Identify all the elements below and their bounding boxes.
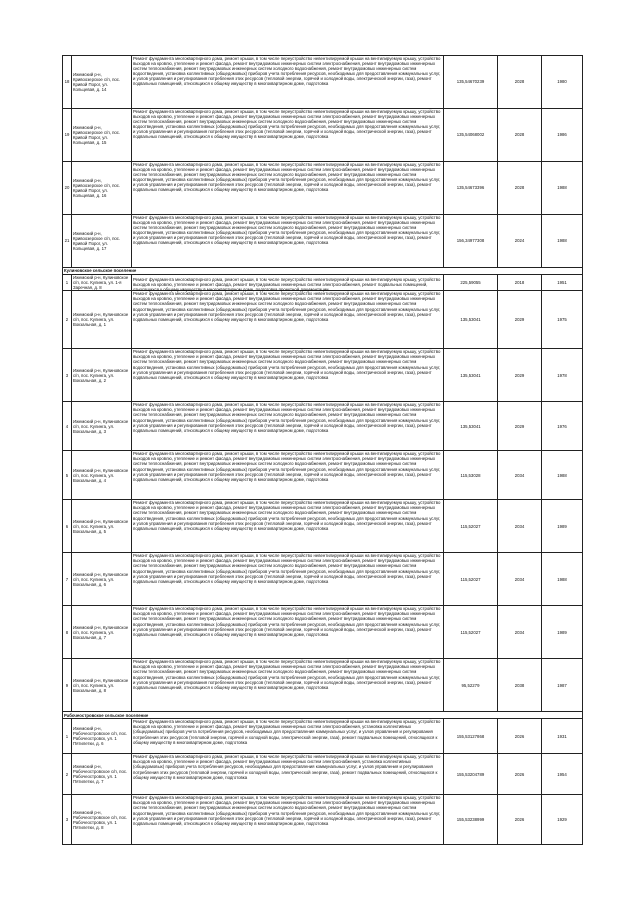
row-number: 9 bbox=[63, 659, 72, 712]
table-row bbox=[63, 275, 583, 291]
row-built-year: 1975 bbox=[542, 291, 583, 349]
table-row bbox=[63, 754, 583, 795]
row-works bbox=[132, 349, 444, 402]
row-address: Ижемский р-н, Кривоозерское с/п, пос. Кривой Порог, ул. Кольцевая, д. 14 bbox=[72, 56, 132, 109]
row-year: 2028 bbox=[498, 56, 542, 109]
section-header-row bbox=[63, 268, 583, 275]
row-number: 20 bbox=[63, 162, 72, 215]
table-row bbox=[63, 349, 583, 402]
row-built-year: 1929 bbox=[542, 795, 583, 845]
row-works-text: Ремонт фундамента многоквартирного дома, ремонт крыши, в том числе переустройство невентилируемой крыши на вентилируемую крышу, устройство выходов на кровлю, утепление и ремонт фасада, ремонт внутридомовых инженерных систем электроснабжения, ремонт внутридомовых инженерных систем теплоснабжения, ремонт внутридомовых инженерных систем холодного водоснабжения, ремонт внутридомовых инженерных систем водоотведения, установка коллективных (общедомовых) приборов учета потребления ресурсов, необходимых для предоставления коммунальных услуг, и узлов управления и регулирования потребления этих ресурсов (тепловой энергии, горячей и холодной воды, электрической энергии, газа), ремонт подвальных помещений, относящихся к общему имуществу в многоквартирном доме, подготовка bbox=[133, 56, 441, 87]
table-row bbox=[63, 56, 583, 109]
table-row bbox=[63, 109, 583, 162]
row-number: 6 bbox=[63, 500, 72, 553]
table-row bbox=[63, 795, 583, 845]
row-works-text: Ремонт фундамента многоквартирного дома, ремонт крыши, в том числе переустройство невентилируемой крыши на вентилируемую крышу, устройство выходов на кровлю, утепление и ремонт фасада, ремонт внутридомовых инженерных систем электроснабжения, ремонт внутридомовых инженерных систем теплоснабжения, ремонт внутридомовых инженерных систем холодного водоснабжения, ремонт внутридомовых инженерных систем водоотведения, установка коллективных (общедомовых) приборов учета потребления ресурсов, необходимых для предоставления коммунальных услуг, и узлов управления и регулирования потребления этих ресурсов (тепловой энергии, горячей и холодной воды, электрической энергии, газа), ремонт подвальных помещений, относящихся к общему имуществу в многоквартирном доме, подготовка bbox=[133, 500, 441, 531]
row-number: 21 bbox=[63, 215, 72, 268]
row-year: 2038 bbox=[498, 659, 542, 712]
row-built-year: 1989 bbox=[542, 500, 583, 553]
row-works-text: Ремонт фундамента многоквартирного дома, ремонт крыши, в том числе переустройство невентилируемой крыши на вентилируемую крышу, устройство выходов на кровлю, утепление и ремонт фасада, ремонт внутридомовых инженерных систем электроснабжения, ремонт внутридомовых инженерных систем теплоснабжения, ремонт внутридомовых инженерных систем холодного водоснабжения, ремонт внутридомовых инженерных систем водоотведения, установка коллективных (общедомовых) приборов учета потребления ресурсов, необходимых для предоставления коммунальных услуг, и узлов управления и регулирования потребления этих ресурсов (тепловой энергии, горячей и холодной воды, электрической энергии, газа), ремонт подвальных помещений, относящихся к общему имуществу в многоквартирном доме, подготовка bbox=[133, 215, 441, 246]
row-works-text: Ремонт фундамента многоквартирного дома, ремонт крыши, в том числе переустройство невентилируемой крыши на вентилируемую крышу, устройство выходов на кровлю, утепление и ремонт фасада, ремонт внутридомовых инженерных систем электроснабжения, ремонт внутридомовых инженерных систем теплоснабжения, ремонт внутридомовых инженерных систем холодного водоснабжения, ремонт внутридомовых инженерных систем водоотведения, установка коллективных (общедомовых) приборов учета потребления ресурсов, необходимых для предоставления коммунальных услуг, и узлов управления и регулирования потребления этих ресурсов (тепловой энергии, горячей и холодной воды, электрической энергии, газа), ремонт подвальных помещений, относящихся к общему имуществу в многоквартирном доме, подготовка bbox=[133, 451, 441, 482]
row-built-year: 1987 bbox=[542, 659, 583, 712]
row-works bbox=[132, 754, 444, 795]
table-body bbox=[63, 56, 583, 845]
row-works-text: Ремонт фундамента многоквартирного дома, ремонт крыши, в том числе переустройство невентилируемой крыши на вентилируемую крышу, устройство выходов на кровлю, утепление и ремонт фасада, ремонт внутридомовых инженерных систем электроснабжения, ремонт внутридомовых инженерных систем теплоснабжения, ремонт внутридомовых инженерных систем холодного водоснабжения, ремонт внутридомовых инженерных систем водоотведения, установка коллективных (общедомовых) приборов учета потребления ресурсов, необходимых для предоставления коммунальных услуг, и узлов управления и регулирования потребления этих ресурсов (тепловой энергии, горячей и холодной воды, электрической энергии, газа), ремонт подвальных помещений, относящихся к общему имуществу в многоквартирном доме, подготовка bbox=[133, 553, 441, 584]
row-built-year: 1989 bbox=[542, 606, 583, 659]
row-built-year: 1988 bbox=[542, 451, 583, 500]
row-year: 2026 bbox=[498, 795, 542, 845]
row-number: 18 bbox=[63, 56, 72, 109]
row-works bbox=[132, 659, 444, 712]
row-works-text: Ремонт фундамента многоквартирного дома, ремонт крыши, в том числе переустройство невентилируемой крыши на вентилируемую крышу, устройство выходов на кровлю, утепление и ремонт фасада, ремонт внутридомовых инженерных систем электроснабжения, ремонт подвальных помещений, относящихся к общему имуществу в многоквартирном доме, подготовка проектной документации bbox=[133, 277, 441, 293]
row-address: Ижемский р-н, Рабочеостровское с/п, пос. Рабочеостровск, ул. 1 Пятилетки, д. 6 bbox=[72, 719, 132, 754]
row-year: 2029 bbox=[498, 291, 542, 349]
row-built-year: 1986 bbox=[542, 109, 583, 162]
row-cost: 135,54670239 bbox=[444, 56, 498, 109]
row-address: Ижемский р-н, Кулиновское с/п, пос. Кулинга, ул. Вокзальная, д. 2 bbox=[72, 349, 132, 402]
row-cost: 135,53041 bbox=[444, 349, 498, 402]
row-works-text: Ремонт фундамента многоквартирного дома, ремонт крыши, в том числе переустройство невентилируемой крыши на вентилируемую крышу, устройство выходов на кровлю, утепление и ремонт фасада, ремонт внутридомовых инженерных систем электроснабжения, ремонт внутридомовых инженерных систем теплоснабжения, ремонт внутридомовых инженерных систем холодного водоснабжения, ремонт внутридомовых инженерных систем водоотведения, установка коллективных (общедомовых) приборов учета потребления ресурсов, необходимых для предоставления коммунальных услуг, и узлов управления и регулирования потребления этих ресурсов (тепловой энергии, горячей и холодной воды, электрической энергии, газа), ремонт подвальных помещений, относящихся к общему имуществу в многоквартирном доме, подготовка bbox=[133, 349, 441, 380]
row-year: 2018 bbox=[498, 275, 542, 291]
row-number: 2 bbox=[63, 291, 72, 349]
table-row bbox=[63, 606, 583, 659]
row-works bbox=[132, 451, 444, 500]
row-year: 2026 bbox=[498, 719, 542, 754]
table-row bbox=[63, 291, 583, 349]
row-year: 2034 bbox=[498, 451, 542, 500]
row-works-text: Ремонт фундамента многоквартирного дома, ремонт крыши, в том числе переустройство невентилируемой крыши на вентилируемую крышу, устройство выходов на кровлю, утепление и ремонт фасада, ремонт внутридомовых инженерных систем электроснабжения, ремонт внутридомовых инженерных систем теплоснабжения, ремонт внутридомовых инженерных систем холодного водоснабжения, ремонт внутридомовых инженерных систем водоотведения, установка коллективных (общедомовых) приборов учета потребления ресурсов, необходимых для предоставления коммунальных услуг, и узлов управления и регулирования потребления этих ресурсов (тепловой энергии, горячей и холодной воды, электрической энергии, газа), ремонт подвальных помещений, относящихся к общему имуществу в многоквартирном доме, подготовка bbox=[133, 291, 441, 322]
row-cost: 155,53127868 bbox=[444, 719, 498, 754]
row-works bbox=[132, 719, 444, 754]
row-address: Ижемский р-н, Рабочеостровское с/п, пос. Рабочеостровск, ул. 1 Пятилетки, д. 8 bbox=[72, 795, 132, 845]
row-number: 8 bbox=[63, 606, 72, 659]
row-number: 1 bbox=[63, 719, 72, 754]
row-works bbox=[132, 215, 444, 268]
row-year: 2028 bbox=[498, 109, 542, 162]
row-address: Ижемский р-н, Кулиновское с/п, пос. Кулинга, ул. Вокзальная, д. 3 bbox=[72, 402, 132, 451]
row-address: Ижемский р-н, Кулиновское с/п, пос. Кулинга, ул. Вокзальная, д. 4 bbox=[72, 451, 132, 500]
row-address: Ижемский р-н, Кулиновское с/п, пос. Кулинга, ул. Вокзальная, д. 5 bbox=[72, 500, 132, 553]
row-address: Ижемский р-н, Рабочеостровское с/п, пос. Рабочеостровск, ул. 1 Пятилетки, д. 7 bbox=[72, 754, 132, 795]
row-works-text: Ремонт фундамента многоквартирного дома, ремонт крыши, в том числе переустройство невентилируемой крыши на вентилируемую крышу, устройство выходов на кровлю, утепление и ремонт фасада, ремонт внутридомовых инженерных систем электроснабжения, ремонт внутридомовых инженерных систем теплоснабжения, ремонт внутридомовых инженерных систем холодного водоснабжения, ремонт внутридомовых инженерных систем водоотведения, установка коллективных (общедомовых) приборов учета потребления ресурсов, необходимых для предоставления коммунальных услуг, и узлов управления и регулирования потребления этих ресурсов (тепловой энергии, горячей и холодной воды, электрической энергии, газа), ремонт подвальных помещений, относящихся к общему имуществу в многоквартирном доме, подготовка bbox=[133, 795, 441, 826]
row-works bbox=[132, 275, 444, 291]
table-row bbox=[63, 402, 583, 451]
table-row bbox=[63, 553, 583, 606]
row-built-year: 1978 bbox=[542, 349, 583, 402]
row-works-text: Ремонт фундамента многоквартирного дома, ремонт крыши, в том числе переустройство невентилируемой крыши на вентилируемую крышу, устройство выходов на кровлю, утепление и ремонт фасада, ремонт внутридомовых инженерных систем электроснабжения, ремонт внутридомовых инженерных систем теплоснабжения, ремонт внутридомовых инженерных систем холодного водоснабжения, ремонт внутридомовых инженерных систем водоотведения, установка коллективных (общедомовых) приборов учета потребления ресурсов, необходимых для предоставления коммунальных услуг, и узлов управления и регулирования потребления этих ресурсов (тепловой энергии, горячей и холодной воды, электрической энергии, газа), ремонт подвальных помещений, относящихся к общему имуществу в многоквартирном доме, подготовка bbox=[133, 402, 441, 433]
row-built-year: 1951 bbox=[542, 275, 583, 291]
row-works bbox=[132, 500, 444, 553]
row-works bbox=[132, 402, 444, 451]
row-address: Ижемский р-н, Кулиновское с/п, пос. Кулинга, ул. Вокзальная, д. 6 bbox=[72, 553, 132, 606]
row-number: 2 bbox=[63, 754, 72, 795]
row-number: 7 bbox=[63, 553, 72, 606]
row-works bbox=[132, 109, 444, 162]
row-works-text: Ремонт фундамента многоквартирного дома, ремонт крыши, в том числе переустройство невентилируемой крыши на вентилируемую крышу, устройство выходов на кровлю, утепление и ремонт фасада, ремонт внутридомовых инженерных систем электроснабжения, ремонт внутридомовых инженерных систем теплоснабжения, ремонт внутридомовых инженерных систем холодного водоснабжения, ремонт внутридомовых инженерных систем водоотведения, установка коллективных (общедомовых) приборов учета потребления ресурсов, необходимых для предоставления коммунальных услуг, и узлов управления и регулирования потребления этих ресурсов (тепловой энергии, горячей и холодной воды, электрической энергии, газа), ремонт подвальных помещений, относящихся к общему имуществу в многоквартирном доме, подготовка bbox=[133, 162, 441, 193]
row-built-year: 1954 bbox=[542, 754, 583, 795]
row-year: 2034 bbox=[498, 553, 542, 606]
row-cost: 95,52279 bbox=[444, 659, 498, 712]
table-row bbox=[63, 162, 583, 215]
row-address: Ижемский р-н, Кулиновское с/п, пос. Кулинга, ул. 1-я Заречная, д. 8 bbox=[72, 275, 132, 291]
row-works-text: Ремонт фундамента многоквартирного дома, ремонт крыши, в том числе переустройство невентилируемой крыши на вентилируемую крышу, устройство выходов на кровлю, утепление и ремонт фасада, ремонт внутридомовых инженерных систем электроснабжения, ремонт внутридомовых инженерных систем теплоснабжения, ремонт внутридомовых инженерных систем холодного водоснабжения, ремонт внутридомовых инженерных систем водоотведения, установка коллективных (общедомовых) приборов учета потребления ресурсов, необходимых для предоставления коммунальных услуг, и узлов управления и регулирования потребления этих ресурсов (тепловой энергии, горячей и холодной воды, электрической энергии, газа), ремонт подвальных помещений, относящихся к общему имуществу в многоквартирном доме, подготовка bbox=[133, 659, 441, 690]
row-number: 19 bbox=[63, 109, 72, 162]
row-works bbox=[132, 606, 444, 659]
row-cost: 156,34977308 bbox=[444, 215, 498, 268]
table-row bbox=[63, 500, 583, 553]
row-works bbox=[132, 56, 444, 109]
row-year: 2026 bbox=[498, 754, 542, 795]
table-row bbox=[63, 719, 583, 754]
row-number: 3 bbox=[63, 349, 72, 402]
section-title: Рабочеостровское сельское поселение bbox=[63, 712, 583, 719]
row-cost: 135,54068002 bbox=[444, 109, 498, 162]
row-built-year: 1988 bbox=[542, 162, 583, 215]
section-header-row bbox=[63, 712, 583, 719]
row-address: Ижемский р-н, Кривоозерское с/п, пос. Кривой Порог, ул. Кольцевая, д. 17 bbox=[72, 215, 132, 268]
document-sheet bbox=[62, 55, 582, 845]
row-works-text: Ремонт фундамента многоквартирного дома, ремонт крыши, в том числе переустройство невентилируемой крыши на вентилируемую крышу, устройство выходов на кровлю, утепление и ремонт фасада, ремонт внутридомовых инженерных систем электроснабжения, ремонт внутридомовых инженерных систем теплоснабжения, ремонт внутридомовых инженерных систем холодного водоснабжения, ремонт внутридомовых инженерных систем водоотведения, установка коллективных (общедомовых) приборов учета потребления ресурсов, необходимых для предоставления коммунальных услуг, и узлов управления и регулирования потребления этих ресурсов (тепловой энергии, горячей и холодной воды, электрической энергии, газа), ремонт подвальных помещений, относящихся к общему имуществу в многоквартирном доме, подготовка bbox=[133, 606, 441, 637]
row-number: 3 bbox=[63, 795, 72, 845]
row-address: Ижемский р-н, Кулиновское с/п, пос. Кулинга, ул. Вокзальная, д. 8 bbox=[72, 659, 132, 712]
row-address: Ижемский р-н, Кривоозерское с/п, пос. Кривой Порог, ул. Кольцевая, д. 16 bbox=[72, 162, 132, 215]
section-title: Кулиновское сельское поселение bbox=[63, 268, 583, 275]
row-built-year: 1988 bbox=[542, 215, 583, 268]
row-cost: 115,53028 bbox=[444, 451, 498, 500]
table-row bbox=[63, 659, 583, 712]
row-works-text: Ремонт фундамента многоквартирного дома, ремонт крыши, в том числе переустройство невентилируемой крыши на вентилируемую крышу, устройство выходов на кровлю, утепление и ремонт фасада, ремонт внутридомовых инженерных систем электроснабжения, установка коллективных (общедомовых) приборов учета потребления ресурсов, необходимых для предоставления коммунальных услуг, и узлов управления и регулирования потребления этих ресурсов (тепловой энергии, горячей и холодной воды, электрической энергии, газа), ремонт подвальных помещений, относящихся к общему имуществу в многоквартирном доме, подготовка bbox=[133, 754, 441, 780]
row-number: 5 bbox=[63, 451, 72, 500]
row-year: 2028 bbox=[498, 162, 542, 215]
row-cost: 225,59055 bbox=[444, 275, 498, 291]
row-works bbox=[132, 553, 444, 606]
row-built-year: 1980 bbox=[542, 56, 583, 109]
capital-repair-table bbox=[62, 55, 583, 845]
row-cost: 155,53204789 bbox=[444, 754, 498, 795]
row-cost: 115,52027 bbox=[444, 606, 498, 659]
row-number: 1 bbox=[63, 275, 72, 291]
row-cost: 155,53238999 bbox=[444, 795, 498, 845]
table-row bbox=[63, 451, 583, 500]
row-year: 2024 bbox=[498, 215, 542, 268]
row-cost: 135,54673396 bbox=[444, 162, 498, 215]
row-year: 2029 bbox=[498, 402, 542, 451]
row-year: 2034 bbox=[498, 500, 542, 553]
row-built-year: 1988 bbox=[542, 553, 583, 606]
row-built-year: 1976 bbox=[542, 402, 583, 451]
row-works bbox=[132, 162, 444, 215]
row-works bbox=[132, 795, 444, 845]
row-number: 4 bbox=[63, 402, 72, 451]
row-cost: 135,53041 bbox=[444, 402, 498, 451]
row-cost: 115,52027 bbox=[444, 553, 498, 606]
row-built-year: 1931 bbox=[542, 719, 583, 754]
row-cost: 115,52027 bbox=[444, 500, 498, 553]
row-address: Ижемский р-н, Кривоозерское с/п, пос. Кривой Порог, ул. Кольцевая, д. 15 bbox=[72, 109, 132, 162]
row-cost: 135,53041 bbox=[444, 291, 498, 349]
row-year: 2029 bbox=[498, 349, 542, 402]
row-year: 2034 bbox=[498, 606, 542, 659]
row-address: Ижемский р-н, Кулиновское с/п, пос. Кулинга, ул. Вокзальная, д. 7 bbox=[72, 606, 132, 659]
row-works-text: Ремонт фундамента многоквартирного дома, ремонт крыши, в том числе переустройство невентилируемой крыши на вентилируемую крышу, устройство выходов на кровлю, утепление и ремонт фасада, ремонт внутридомовых инженерных систем электроснабжения, ремонт внутридомовых инженерных систем теплоснабжения, ремонт внутридомовых инженерных систем холодного водоснабжения, ремонт внутридомовых инженерных систем водоотведения, установка коллективных (общедомовых) приборов учета потребления ресурсов, необходимых для предоставления коммунальных услуг, и узлов управления и регулирования потребления этих ресурсов (тепловой энергии, горячей и холодной воды, электрической энергии, газа), ремонт подвальных помещений, относящихся к общему имуществу в многоквартирном доме, подготовка bbox=[133, 109, 441, 140]
row-works-text: Ремонт фундамента многоквартирного дома, ремонт крыши, в том числе переустройство невентилируемой крыши на вентилируемую крышу, устройство выходов на кровлю, утепление и ремонт фасада, ремонт внутридомовых инженерных систем электроснабжения, установка коллективных (общедомовых) приборов учета потребления ресурсов, необходимых для предоставления коммунальных услуг, и узлов управления и регулирования потребления этих ресурсов (тепловой энергии, горячей и холодной воды, электрической энергии, газа), ремонт подвальных помещений, относящихся к общему имуществу в многоквартирном доме, подготовка bbox=[133, 719, 441, 745]
row-address: Ижемский р-н, Кулиновское с/п, пос. Кулинга, ул. Вокзальная, д. 1 bbox=[72, 291, 132, 349]
table-row bbox=[63, 215, 583, 268]
row-works bbox=[132, 291, 444, 349]
